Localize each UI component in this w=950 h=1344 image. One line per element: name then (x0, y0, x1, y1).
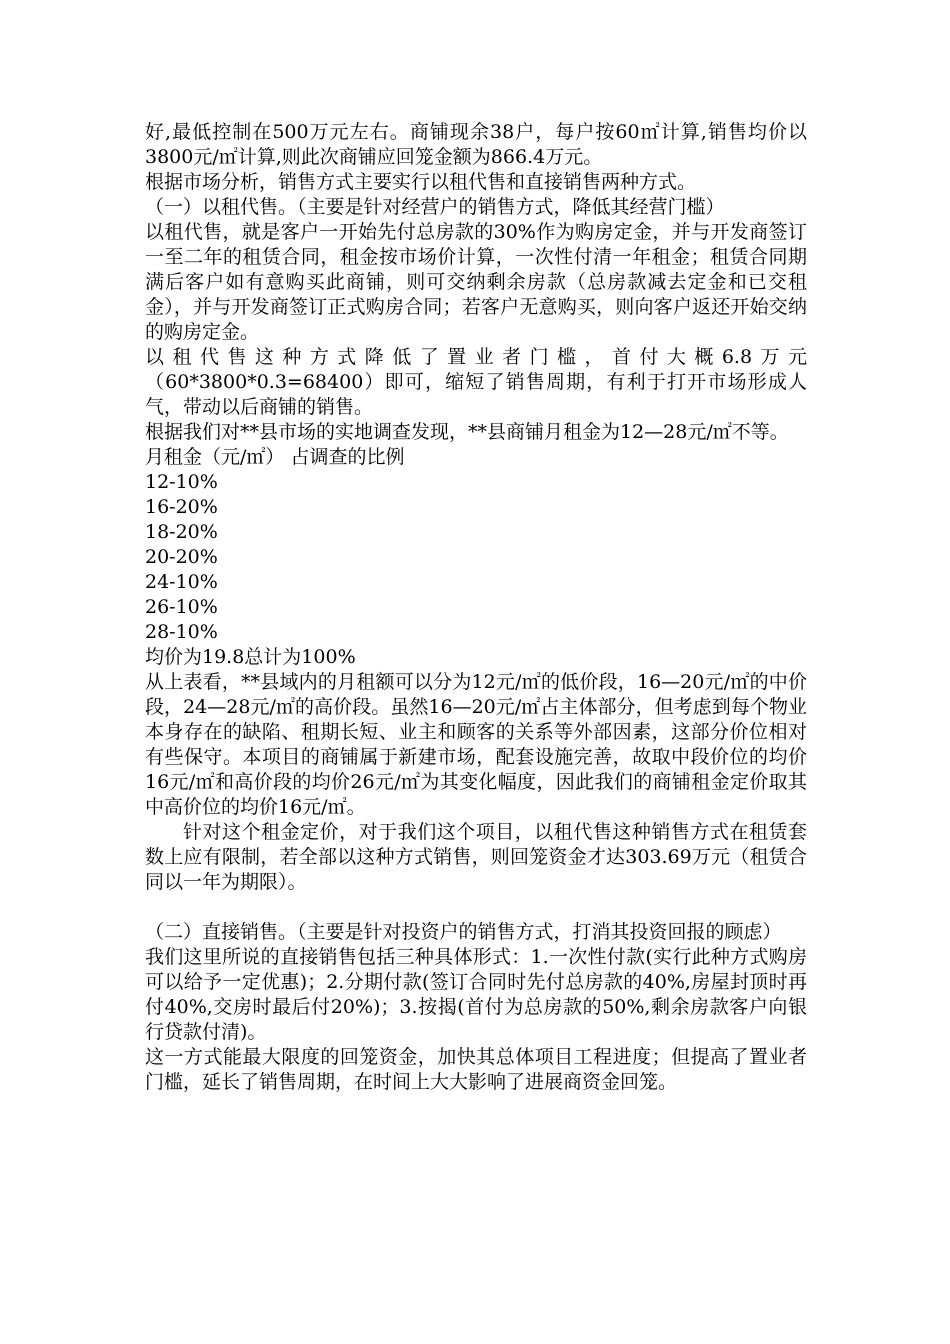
paragraph-price-analysis: 从上表看，**县域内的月租额可以分为12元/㎡的低价段，16—20元/㎡的中价段，24—28元/㎡的高价段。虽然16—20元/㎡占主体部分，但考虑到每个物业本身存在的缺陷、租期长短、业主和顾客的关系等外部因素，这部分价位相对有些保守。本项目的商铺属于新建市场，配套设施完善，故取中段价位的均价16元/㎡和高价段的均价26元/㎡为其变化幅度，因此我们的商铺租金定价取其中高价位的均价16元/㎡。 (145, 671, 807, 818)
rent-table-row: 12-10% (145, 471, 218, 493)
rent-table-row: 26-10% (145, 596, 218, 618)
paragraph-rent-to-sell-benefit: 以租代售这种方式降低了置业者门槛，首付大概6.8万元（60*3800*0.3=68400）即可，缩短了销售周期，有利于打开市场形成人气，带动以后商铺的销售。 (145, 346, 807, 418)
heading-rent-to-sell: （一）以租代售。（主要是针对经营户的销售方式，降低其经营门槛） (145, 196, 725, 218)
paragraph-rent-limit: 针对这个租金定价，对于我们这个项目，以租代售这种销售方式在租赁套数上应有限制，若全部以这种方式销售，则回笼资金才达303.69万元（租赁合同以一年为期限）。 (145, 821, 807, 893)
paragraph-sales-methods: 根据市场分析，销售方式主要实行以租代售和直接销售两种方式。 (145, 171, 697, 193)
blank-line (145, 895, 807, 920)
rent-table-row: 16-20% (145, 496, 218, 518)
rent-table-row: 24-10% (145, 571, 218, 593)
paragraph-direct-sale-effect: 这一方式能最大限度的回笼资金，加快其总体项目工程进度；但提高了置业者门槛，延长了销售周期，在时间上大大影响了进展商资金回笼。 (145, 1046, 807, 1093)
document-body (145, 120, 807, 1095)
rent-table-row: 28-10% (145, 621, 218, 643)
paragraph-survey-finding: 根据我们对**县市场的实地调查发现，**县商铺月租金为12—28元/㎡不等。 (145, 421, 789, 443)
rent-table-header: 月租金（元/㎡） 占调查的比例 (145, 446, 405, 468)
paragraph-rent-to-sell-definition: 以租代售，就是客户一开始先付总房款的30%作为购房定金，并与开发商签订一至二年的租赁合同，租金按市场价计算，一次性付清一年租金；租赁合同期满后客户如有意购买此商铺，则可交纳剩余房款（总房款减去定金和已交租金），并与开发商签订正式购房合同；若客户无意购买，则向客户返还开始交纳的购房定金。 (145, 221, 807, 343)
rent-table-total: 均价为19.8总计为100% (145, 646, 356, 668)
paragraph-direct-sale-forms: 我们这里所说的直接销售包括三种具体形式：1.一次性付款(实行此种方式购房可以给予一定优惠)；2.分期付款(签订合同时先付总房款的40%,房屋封顶时再付40%,交房时最后付20%)；3.按揭(首付为总房款的50%,剩余房款客户向银行贷款付清)。 (145, 946, 807, 1043)
rent-table-row: 18-20% (145, 521, 218, 543)
rent-table-row: 20-20% (145, 546, 218, 568)
heading-direct-sale: （二）直接销售。（主要是针对投资户的销售方式，打消其投资回报的顾虑） (145, 921, 782, 943)
paragraph-quota-summary: 好,最低控制在500万元左右。商铺现余38户，每户按60㎡计算,销售均价以3800元/㎡计算,则此次商铺应回笼金额为866.4万元。 (145, 121, 807, 168)
